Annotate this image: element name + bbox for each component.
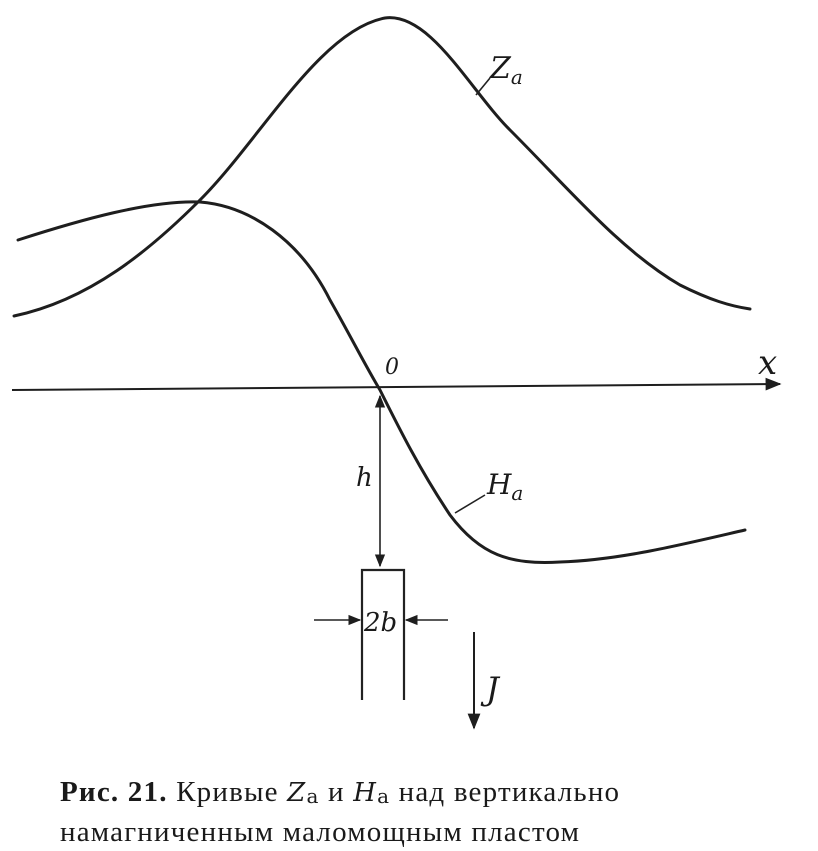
ha-curve: [18, 202, 745, 563]
caption-text-1: Кривые: [167, 776, 288, 808]
origin-label: 0: [385, 355, 399, 380]
ha-leader-line: [455, 495, 485, 513]
caption-var-ha: $H_а$: [353, 778, 391, 808]
za-curve: [14, 18, 750, 316]
x-axis-label: x: [758, 343, 778, 383]
width-label: 2b: [364, 608, 398, 638]
caption-line-2: намагниченным маломощным пластом: [60, 816, 581, 848]
caption-line-1: [60, 774, 810, 814]
caption-text-2: и: [319, 776, 354, 808]
caption-text-3: над вертикально: [390, 776, 621, 808]
caption-var-za: $Z_а$: [287, 778, 320, 808]
ha-curve-label: $H_a$: [487, 468, 524, 505]
za-leader-line: [476, 78, 490, 95]
caption-prefix: Рис. 21.: [60, 776, 168, 808]
depth-label: h: [356, 463, 373, 493]
x-axis: [12, 384, 780, 390]
za-curve-label: $Z_a$: [490, 51, 523, 89]
magnetization-label: J: [486, 670, 499, 708]
figure-caption: [60, 774, 810, 850]
